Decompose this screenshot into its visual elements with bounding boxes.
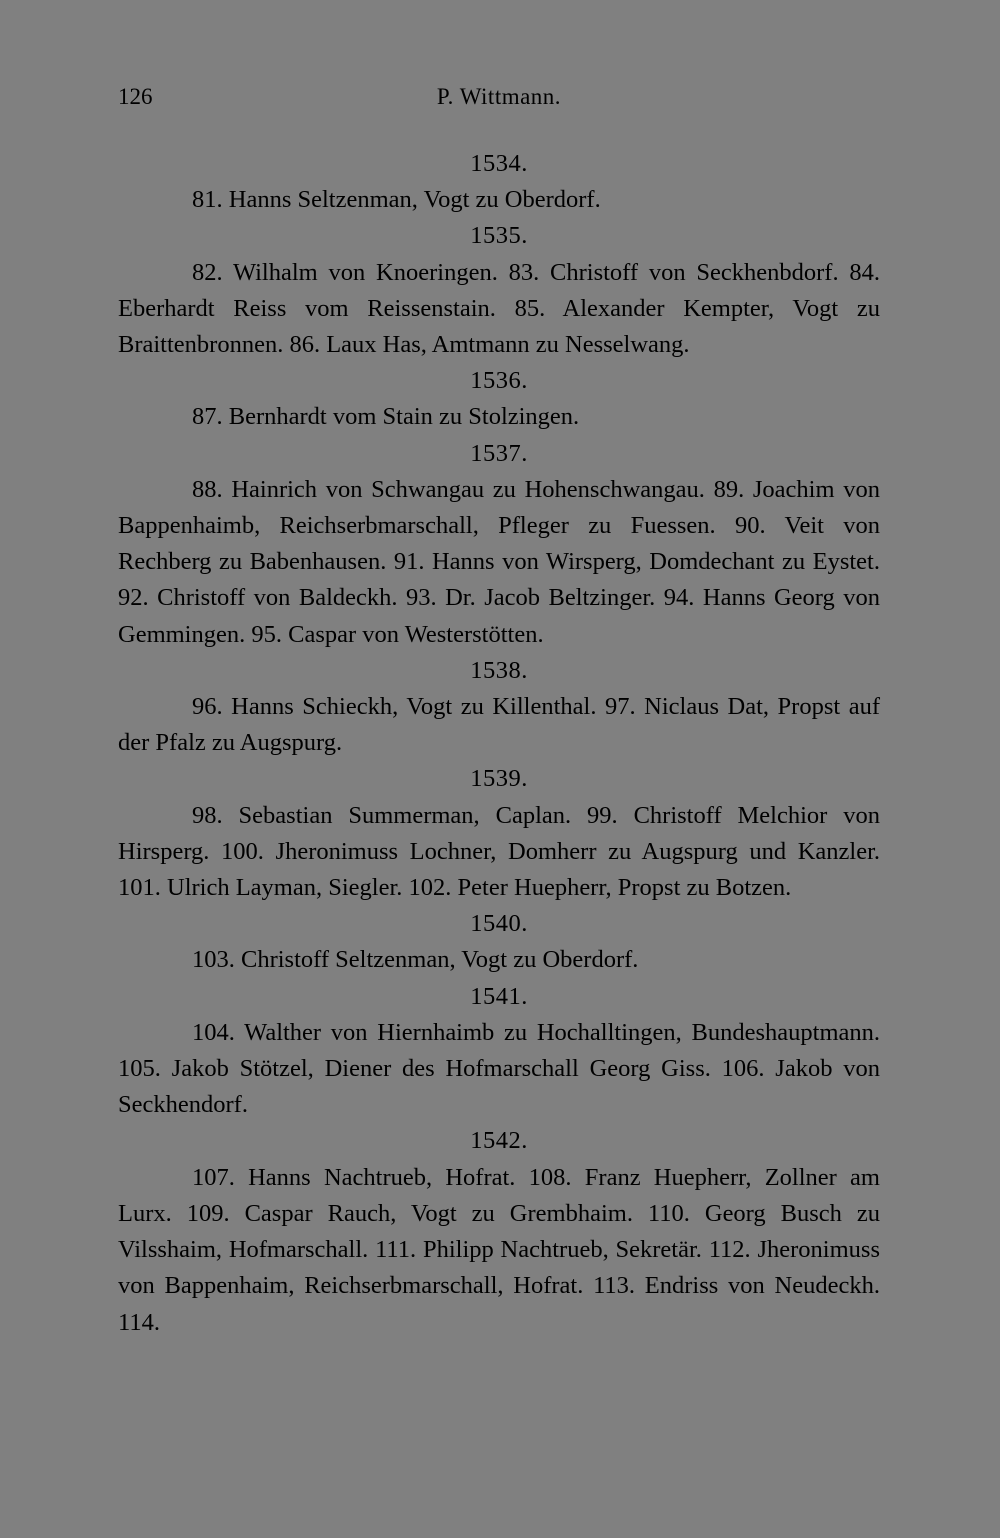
- year-heading: 1535.: [470, 222, 528, 250]
- entry-paragraph: 81. Hanns Seltzenman, Vogt zu Oberdorf.: [192, 186, 601, 214]
- entry-paragraph: 103. Christoff Seltzenman, Vogt zu Oberdorf.: [192, 946, 639, 974]
- year-heading: 1540.: [470, 910, 528, 938]
- year-heading: 1539.: [470, 765, 528, 793]
- year-heading: 1542.: [470, 1127, 528, 1155]
- entry-paragraph: 82. Wilhalm von Knoeringen. 83. Christoff von Seckhenbdorf. 84. Eberhardt Reiss vom Reissenstain. 85. Alexander Kempter, Vogt zu Braittenbronnen. 86. Laux Has, Amtmann zu Nesselwang.: [118, 258, 880, 359]
- entry-paragraph: 107. Hanns Nachtrueb, Hofrat. 108. Franz Huepherr, Zollner am Lurx. 109. Caspar Rauch, Vogt zu Grembhaim. 110. Georg Busch zu Vilsshaim, Hofmarschall. 111. Philipp Nachtrueb, Sekretär. 112. Jheronimuss von Bappenhaim, Reichserbmarschall, Hofrat. 113. Endriss von Neudeckh. 114.: [118, 1163, 880, 1336]
- running-head: P. Wittmann.: [436, 84, 562, 109]
- year-heading: 1537.: [470, 439, 528, 467]
- entry-paragraph: 104. Walther von Hiernhaimb zu Hochalltingen, Bundeshauptmann. 105. Jakob Stötzel, Diener des Hofmarschall Georg Giss. 106. Jakob von Seckhendorf.: [118, 1018, 880, 1119]
- entry-paragraph: 98. Sebastian Summerman, Caplan. 99. Christoff Melchior von Hirsperg. 100. Jheronimuss Lochner, Domherr zu Augspurg und Kanzler. 101. Ulrich Layman, Siegler. 102. Peter Huepherr, Propst zu Botzen.: [118, 801, 880, 902]
- page-number: 126: [118, 84, 153, 109]
- year-heading: 1536.: [470, 367, 528, 395]
- page-body: [118, 146, 880, 1341]
- entry-paragraph: 88. Hainrich von Schwangau zu Hohenschwangau. 89. Joachim von Bappenhaimb, Reichserbmarschall, Pfleger zu Fuessen. 90. Veit von Rechberg zu Babenhausen. 91. Hanns von Wirsperg, Domdechant zu Eystet. 92. Christoff von Baldeckh. 93. Dr. Jacob Beltzinger. 94. Hanns Georg von Gemmingen. 95. Caspar von Westerstötten.: [118, 475, 880, 648]
- year-heading: 1538.: [470, 656, 528, 684]
- year-heading: 1534.: [470, 150, 528, 177]
- page-header: [118, 84, 880, 118]
- year-heading: 1541.: [470, 982, 528, 1010]
- entry-paragraph: 96. Hanns Schieckh, Vogt zu Killenthal. 97. Niclaus Dat, Propst auf der Pfalz zu Augspurg.: [118, 693, 880, 757]
- entry-paragraph: 87. Bernhardt vom Stain zu Stolzingen.: [192, 403, 580, 431]
